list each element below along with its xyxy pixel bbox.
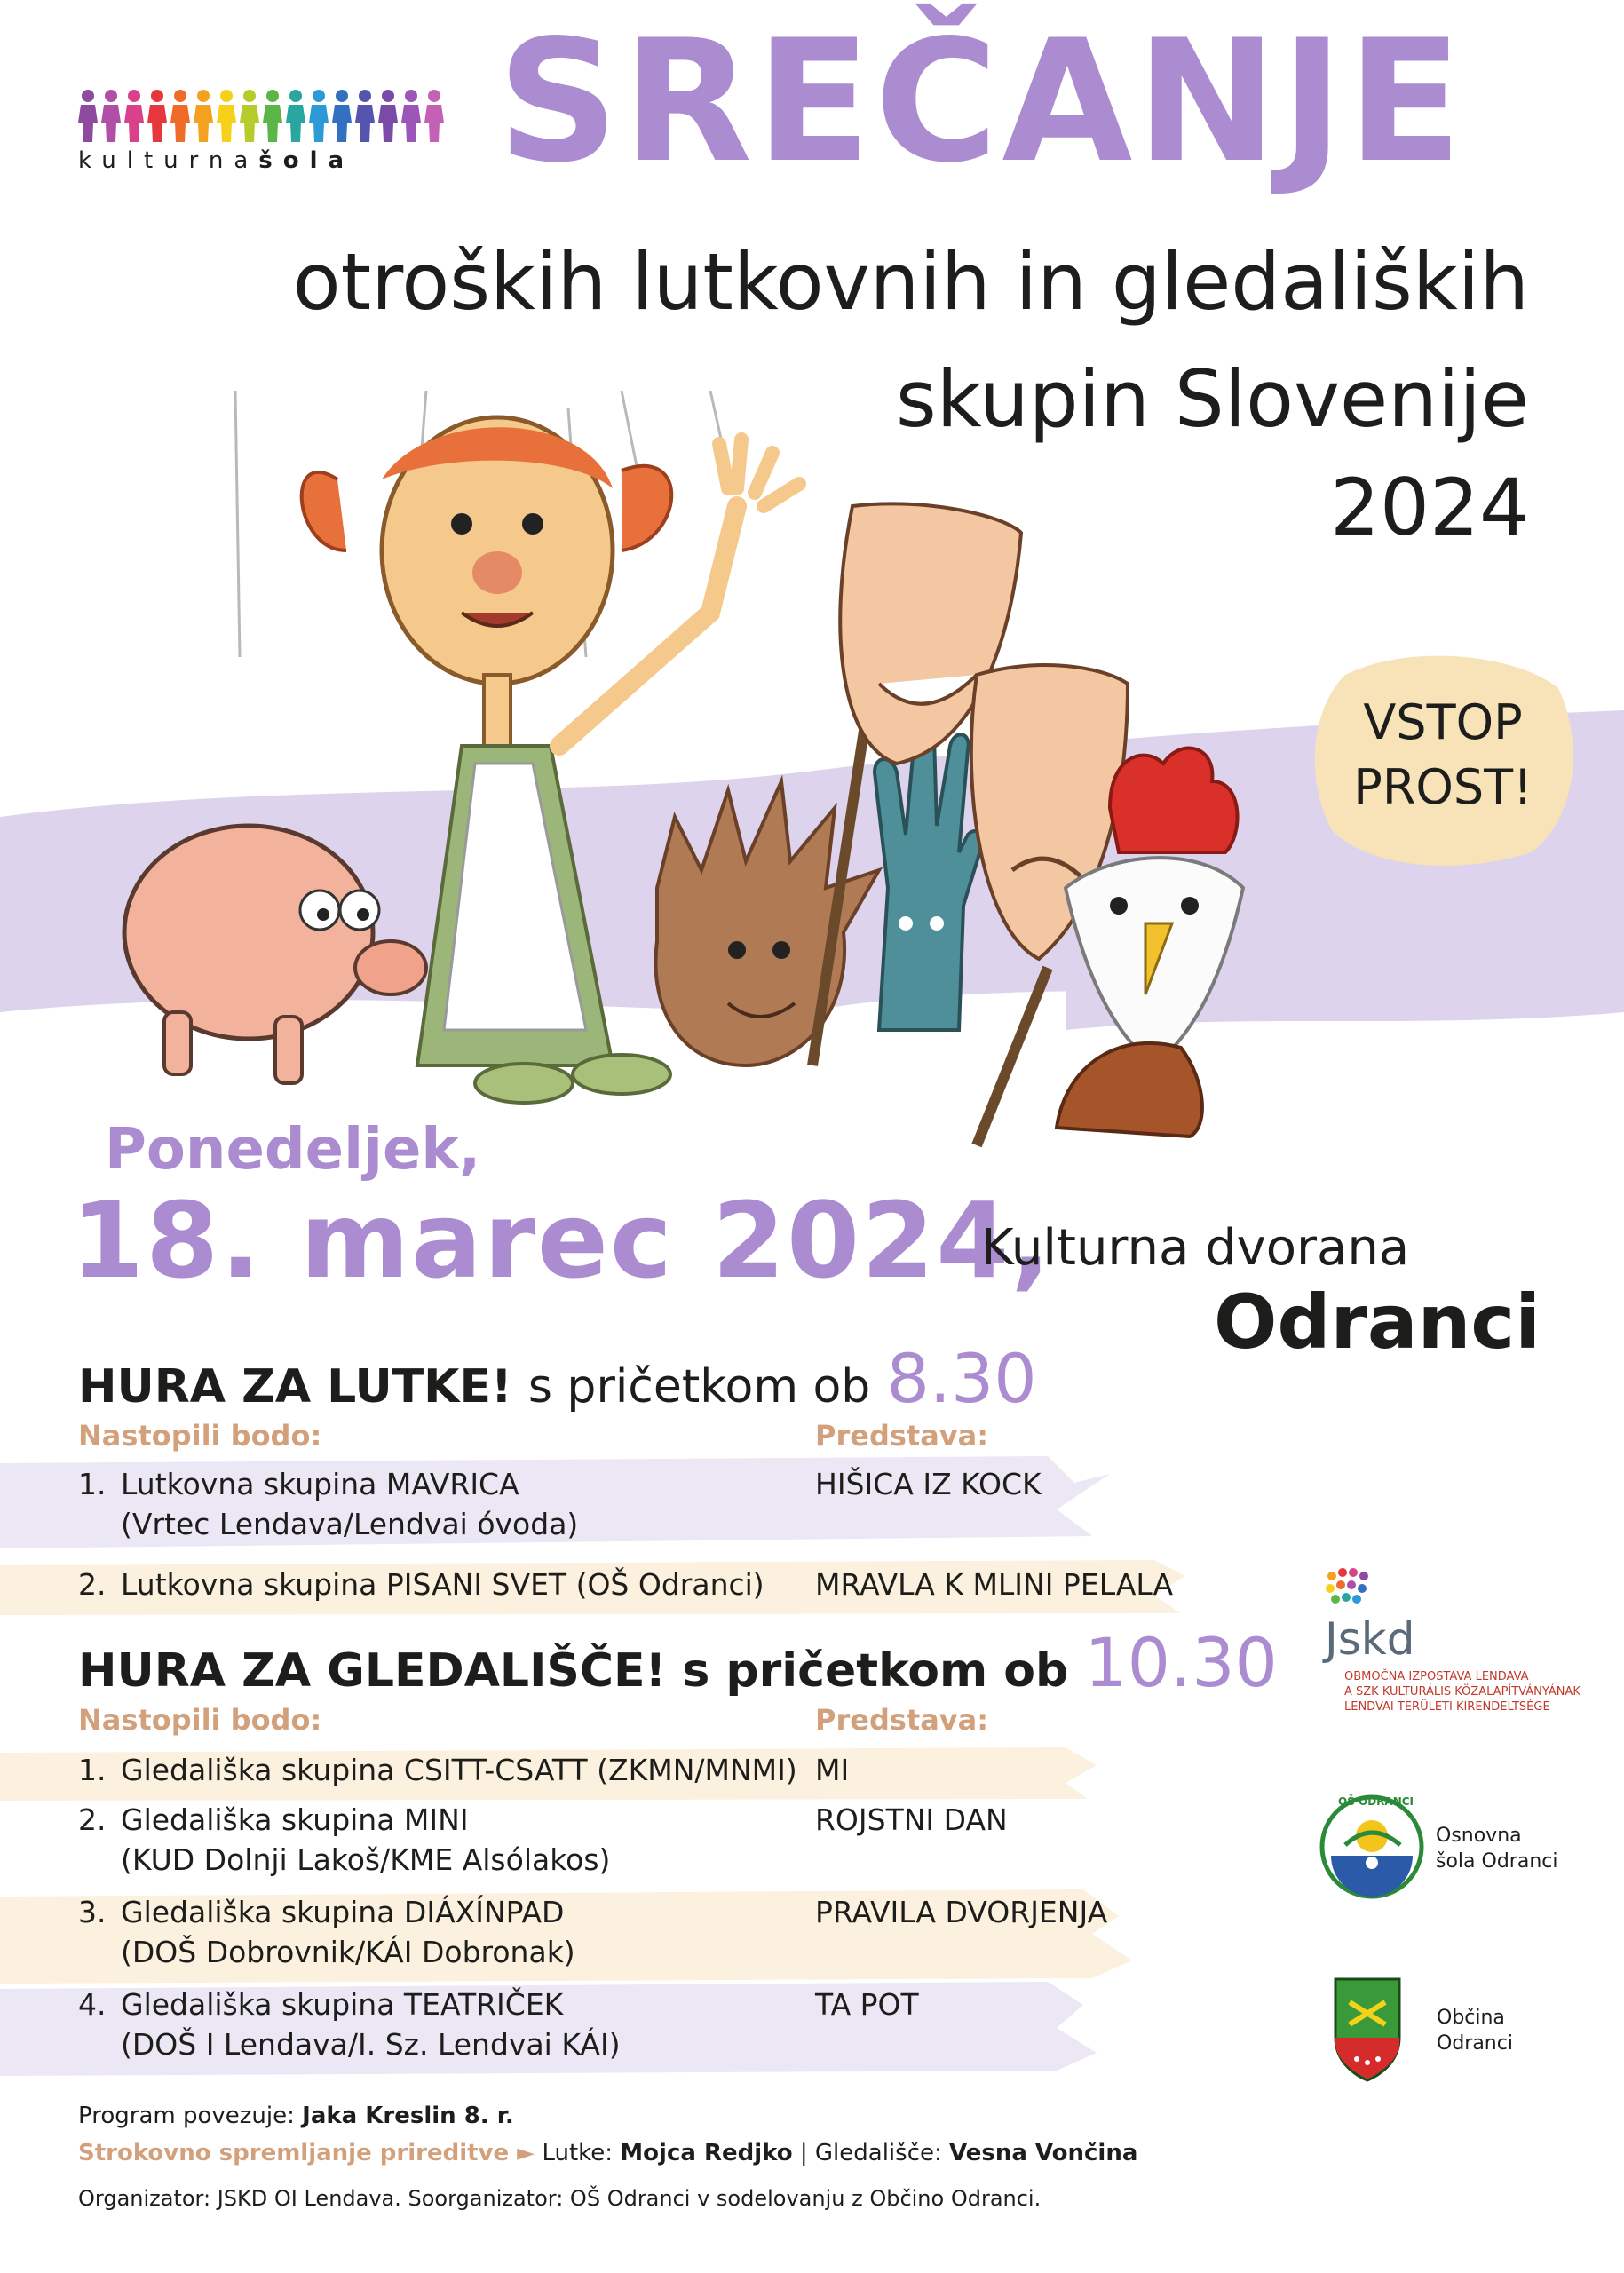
- row-group: Gledališka skupina CSITT-CSATT (ZKMN/MNMI): [121, 1753, 797, 1787]
- row-number: 2.: [78, 1802, 107, 1837]
- badge-line1: VSTOP: [1363, 694, 1523, 750]
- row-subtitle: (Vrtec Lendava/Lendvai óvoda): [121, 1506, 579, 1541]
- row-subtitle: (DOŠ I Lendava/I. Sz. Lendvai KÁI): [121, 2026, 621, 2062]
- section1-heading: HURA ZA LUTKE!: [78, 1360, 512, 1414]
- coat-of-arms-icon: [1332, 1976, 1403, 2082]
- row-number: 4.: [78, 1987, 107, 2022]
- row-number: 3.: [78, 1895, 107, 1929]
- table-row: [78, 1801, 610, 1880]
- section1-col-performers: Nastopili bodo:: [78, 1419, 322, 1453]
- row-show: PRAVILA DVORJENJA: [815, 1895, 1108, 1929]
- section2-time: 10.30: [1084, 1623, 1278, 1702]
- school-line1: Osnovna: [1436, 1825, 1522, 1847]
- row-group: Gledališka skupina MINI: [121, 1802, 469, 1837]
- kulturna-sola-logo: [78, 89, 469, 178]
- municipality-line1: Občina: [1437, 2007, 1505, 2029]
- footer-puppets-label: Lutke:: [542, 2140, 614, 2166]
- jskd-logo: [1323, 1567, 1607, 1714]
- row-subtitle: (KUD Dolnji Lakoš/KME Alsólakos): [121, 1841, 611, 1877]
- section2-start-text: s pričetkom ob: [682, 1644, 1069, 1698]
- row-group: Gledališka skupina TEATRIČEK: [121, 1987, 564, 2022]
- footer-theatre-label: Gledališče:: [814, 2140, 942, 2166]
- jskd-line3: LENDVAI TERÜLETI KIRENDELTSÉGE: [1344, 1699, 1550, 1714]
- section1-start-text: s pričetkom ob: [527, 1360, 871, 1414]
- footer-host-line: [78, 2103, 514, 2129]
- row-number: 2.: [78, 1567, 107, 1602]
- kulturna-sola-wordmark: [78, 147, 354, 174]
- table-row: [78, 1465, 578, 1544]
- row-number: 1.: [78, 1753, 107, 1787]
- event-day: Ponedeljek,: [105, 1117, 481, 1183]
- municipality-line2: Odranci: [1437, 2031, 1513, 2055]
- section1-title: [78, 1339, 1037, 1418]
- jskd-dots-icon: [1323, 1567, 1376, 1620]
- subtitle-line2: skupin Slovenije: [895, 353, 1529, 445]
- table-row: [78, 1565, 764, 1605]
- row-show: MRAVLA K MLINI PELALA: [815, 1567, 1174, 1602]
- free-entry-badge: [1310, 648, 1576, 870]
- subtitle-year: 2024: [1330, 462, 1529, 553]
- footer-expert-label: Strokovno spremljanje prireditve ►: [78, 2140, 535, 2166]
- row-group: Gledališka skupina DIÁXÍNPAD: [121, 1895, 565, 1929]
- footer-puppets-name: Mojca Redjko: [620, 2140, 793, 2166]
- event-venue: Kulturna dvorana: [981, 1219, 1410, 1277]
- row-group: Lutkovna skupina MAVRICA: [121, 1467, 519, 1501]
- row-subtitle: (DOŠ Dobrovnik/KÁI Dobronak): [121, 1934, 575, 1969]
- municipality-logo: [1332, 1976, 1616, 2091]
- row-show: ROJSTNI DAN: [815, 1802, 1008, 1837]
- school-logo: [1319, 1794, 1612, 1900]
- section2-heading: HURA ZA GLEDALIŠČE!: [78, 1644, 667, 1698]
- section2-col-performers: Nastopili bodo:: [78, 1703, 322, 1737]
- wordmark-part2: šola: [258, 147, 355, 174]
- section1-col-show: Predstava:: [815, 1419, 989, 1453]
- footer-host-name: Jaka Kreslin 8. r.: [302, 2103, 514, 2129]
- table-row: [78, 1893, 575, 1972]
- wordmark-part1: kulturna: [78, 147, 259, 174]
- table-row: [78, 1751, 797, 1791]
- badge-line2: PROST!: [1353, 758, 1533, 815]
- row-show: TA POT: [815, 1987, 919, 2022]
- footer-separator: |: [799, 2140, 808, 2166]
- table-row: [78, 1985, 621, 2064]
- row-number: 1.: [78, 1467, 107, 1501]
- school-ring-text: OŠ ODRANCI: [1338, 1795, 1414, 1808]
- event-town: Odranci: [1213, 1279, 1541, 1366]
- footer-organizer: Organizator: JSKD OI Lendava. Soorganizator: OŠ Odranci v sodelovanju z Občino Odranci.: [78, 2186, 1042, 2211]
- row-show: HIŠICA IZ KOCK: [815, 1467, 1042, 1501]
- people-chain-icon: [78, 89, 469, 144]
- section2-col-show: Predstava:: [815, 1703, 989, 1737]
- jskd-name: Jskd: [1325, 1613, 1415, 1665]
- jskd-line1: OBMOČNA IZPOSTAVA LENDAVA: [1344, 1670, 1529, 1683]
- jskd-line2: A SZK KULTURÁLIS KÖZALAPÍTVÁNYÁNAK: [1344, 1684, 1580, 1699]
- row-show: MI: [815, 1753, 850, 1787]
- footer-expert-line: [78, 2140, 1137, 2166]
- school-emblem-icon: [1319, 1794, 1425, 1900]
- section1-time: 8.30: [886, 1339, 1037, 1418]
- footer-theatre-name: Vesna Vončina: [949, 2140, 1138, 2166]
- subtitle-line1: otroških lutkovnih in gledaliških: [292, 236, 1529, 328]
- section2-title: [78, 1623, 1278, 1702]
- page-title: SREČANJE: [497, 4, 1466, 200]
- footer-host-label: Program povezuje:: [78, 2103, 295, 2129]
- school-line2: šola Odranci: [1436, 1849, 1558, 1873]
- row-group: Lutkovna skupina PISANI SVET (OŠ Odranci): [121, 1567, 764, 1602]
- event-date: 18. marec 2024,: [71, 1179, 1053, 1302]
